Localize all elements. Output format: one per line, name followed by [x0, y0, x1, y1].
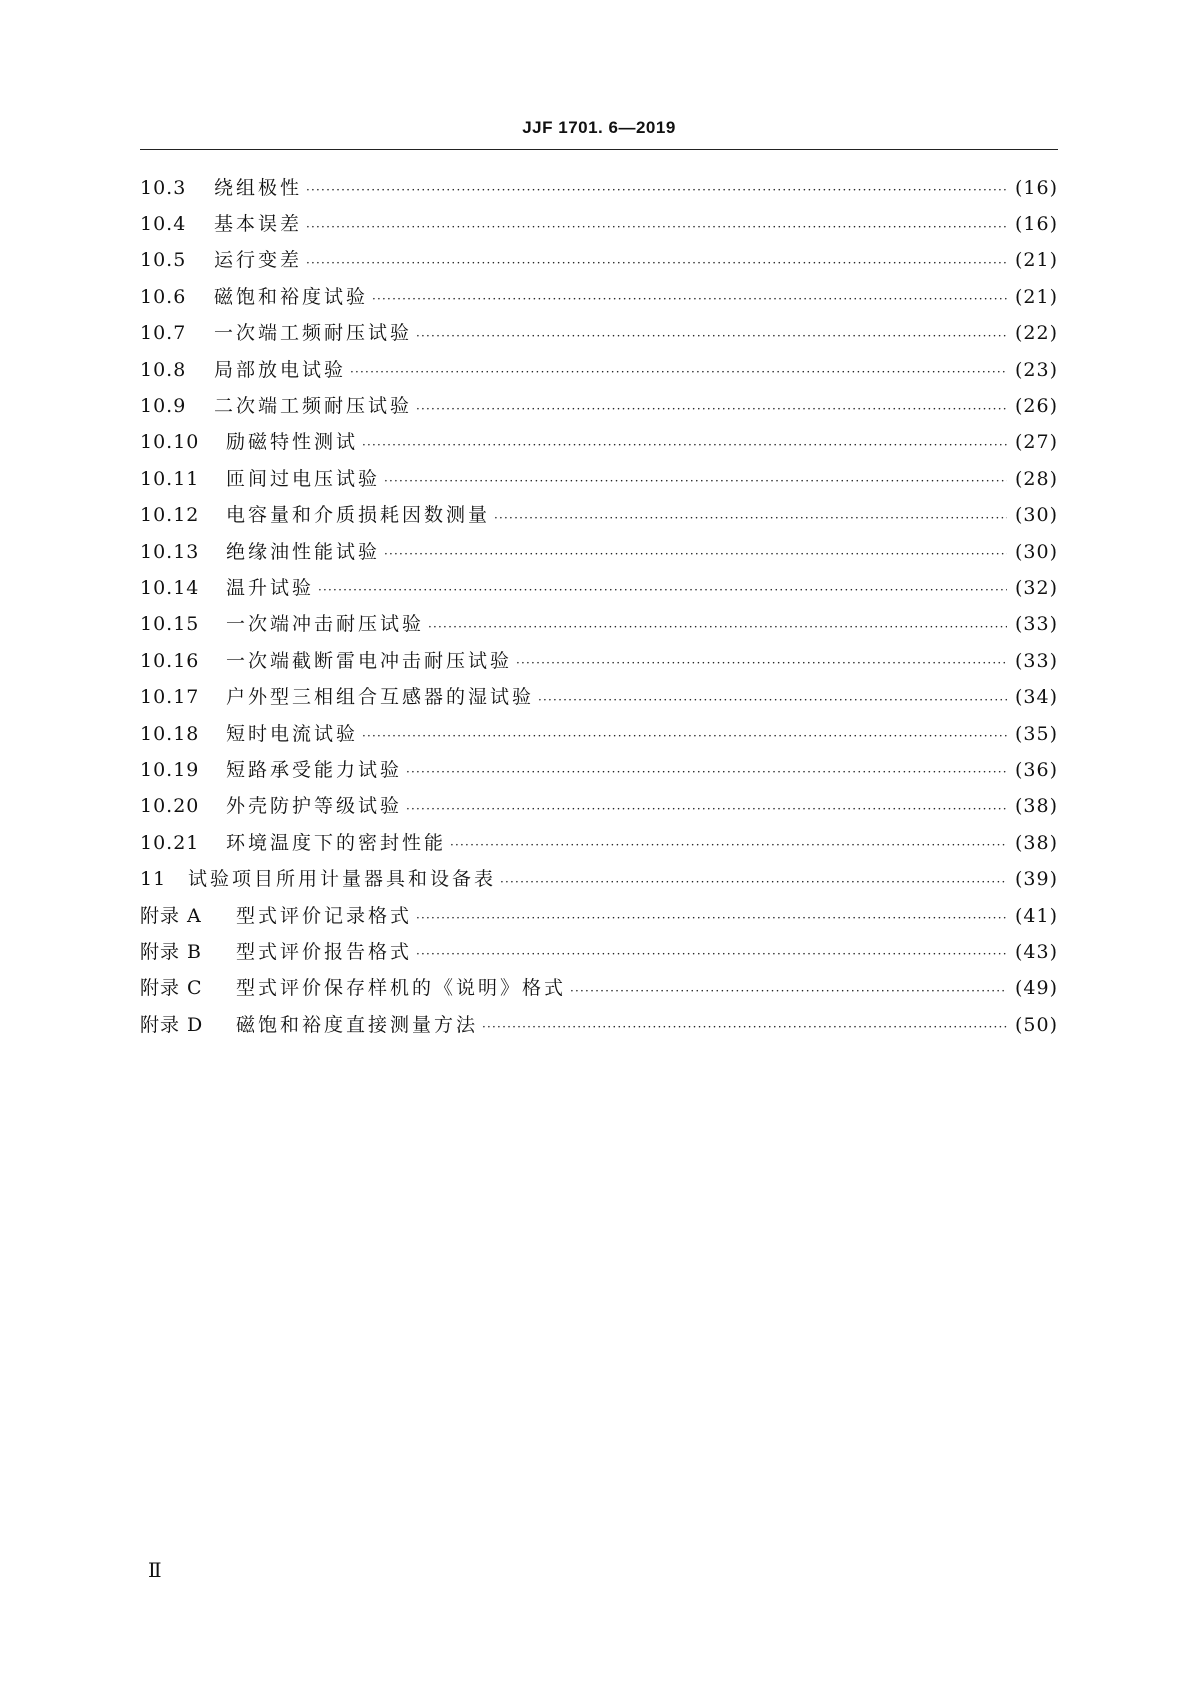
toc-title: 运行变差: [214, 249, 303, 272]
toc-page: (22): [1014, 322, 1058, 345]
toc-title: 电容量和介质损耗因数测量: [226, 504, 491, 527]
toc-number: 10.16: [140, 649, 200, 672]
toc-number: 10.18: [140, 722, 200, 745]
toc-entry[interactable]: [140, 534, 1058, 570]
toc-page: (26): [1014, 395, 1058, 418]
toc-title: 磁饱和裕度试验: [214, 285, 369, 308]
toc-number: 10.15: [140, 613, 200, 636]
toc-entry[interactable]: [140, 752, 1058, 788]
toc-leader: [450, 839, 1007, 851]
toc-leader: [416, 948, 1007, 960]
toc-page: (36): [1014, 758, 1058, 781]
toc-title: 磁饱和裕度直接测量方法: [236, 1013, 479, 1036]
toc-entry[interactable]: [140, 352, 1058, 388]
toc-leader: [538, 694, 1007, 706]
toc-title: 温升试验: [226, 576, 315, 599]
toc-entry[interactable]: [140, 279, 1058, 315]
toc-entry[interactable]: [140, 316, 1058, 352]
toc-number: 10.17: [140, 686, 200, 709]
toc-page: (41): [1014, 904, 1058, 927]
toc-leader: [428, 621, 1007, 633]
toc-number: 10.14: [140, 576, 200, 599]
toc-leader: [500, 876, 1007, 888]
toc-number: 附录 B: [140, 940, 203, 963]
toc-page: (33): [1014, 649, 1058, 672]
toc-leader: [362, 730, 1007, 742]
toc-page: (21): [1014, 249, 1058, 272]
toc-title: 绝缘油性能试验: [226, 540, 381, 563]
toc-title: 型式评价保存样机的《说明》格式: [236, 977, 567, 1000]
toc-leader: [416, 912, 1007, 924]
toc-number: 10.12: [140, 504, 200, 527]
toc-entry[interactable]: [140, 643, 1058, 679]
toc-number: 10.6: [140, 285, 187, 308]
toc-number: 10.21: [140, 831, 200, 854]
toc-leader: [372, 293, 1007, 305]
toc-entry[interactable]: [140, 461, 1058, 497]
toc-page: (34): [1014, 686, 1058, 709]
toc-page: (43): [1014, 940, 1058, 963]
toc-entry[interactable]: [140, 243, 1058, 279]
toc-page: (50): [1014, 1013, 1058, 1036]
toc-number: 10.7: [140, 322, 187, 345]
toc-leader: [494, 512, 1007, 524]
toc-page: (33): [1014, 613, 1058, 636]
toc-entry[interactable]: [140, 498, 1058, 534]
toc-leader: [406, 803, 1007, 815]
toc-number: 10.13: [140, 540, 200, 563]
toc-number: 附录 D: [140, 1013, 204, 1036]
toc-entry[interactable]: [140, 679, 1058, 715]
toc-page: (38): [1014, 831, 1058, 854]
toc-entry[interactable]: [140, 898, 1058, 934]
toc-page: (35): [1014, 722, 1058, 745]
toc-entry[interactable]: [140, 934, 1058, 970]
toc-entry[interactable]: [140, 1007, 1058, 1043]
toc-number: 10.3: [140, 176, 187, 199]
toc-page: (30): [1014, 540, 1058, 563]
toc-title: 环境温度下的密封性能: [226, 831, 447, 854]
toc-title: 试验项目所用计量器具和设备表: [188, 868, 497, 891]
toc-title: 短时电流试验: [226, 722, 359, 745]
table-of-contents: [140, 170, 1058, 1043]
toc-leader: [482, 1021, 1007, 1033]
toc-leader: [362, 439, 1007, 451]
toc-title: 外壳防护等级试验: [226, 795, 403, 818]
toc-title: 励磁特性测试: [226, 431, 359, 454]
toc-entry[interactable]: [140, 716, 1058, 752]
toc-page: (32): [1014, 576, 1058, 599]
toc-page: (16): [1014, 176, 1058, 199]
toc-number: 10.4: [140, 213, 187, 236]
toc-leader: [406, 766, 1007, 778]
toc-leader: [350, 366, 1007, 378]
toc-page: (21): [1014, 285, 1058, 308]
toc-page: (23): [1014, 358, 1058, 381]
toc-number: 附录 C: [140, 977, 203, 1000]
toc-title: 局部放电试验: [214, 358, 347, 381]
toc-leader: [516, 657, 1007, 669]
toc-leader: [306, 221, 1007, 233]
toc-page: (39): [1014, 868, 1058, 891]
toc-leader: [318, 584, 1007, 596]
toc-title: 二次端工频耐压试验: [214, 395, 413, 418]
toc-title: 一次端冲击耐压试验: [226, 613, 425, 636]
toc-number: 10.11: [140, 467, 200, 490]
toc-number: 10.5: [140, 249, 187, 272]
toc-leader: [384, 548, 1007, 560]
toc-page: (49): [1014, 977, 1058, 1000]
toc-page: (28): [1014, 467, 1058, 490]
toc-number: 10.8: [140, 358, 187, 381]
toc-number: 10.10: [140, 431, 200, 454]
document-header: JJF 1701. 6—2019: [522, 118, 676, 137]
toc-leader: [306, 257, 1007, 269]
toc-title: 绕组极性: [214, 176, 303, 199]
toc-title: 基本误差: [214, 213, 303, 236]
toc-leader: [384, 475, 1007, 487]
toc-leader: [570, 985, 1007, 997]
toc-leader: [416, 403, 1007, 415]
toc-title: 一次端工频耐压试验: [214, 322, 413, 345]
page-number: Ⅱ: [148, 1558, 162, 1582]
toc-entry[interactable]: [140, 388, 1058, 424]
toc-title: 户外型三相组合互感器的湿试验: [226, 686, 535, 709]
toc-number: 10.19: [140, 758, 200, 781]
toc-entry[interactable]: [140, 206, 1058, 242]
toc-page: (27): [1014, 431, 1058, 454]
toc-page: (38): [1014, 795, 1058, 818]
toc-entry[interactable]: [140, 570, 1058, 606]
toc-entry[interactable]: [140, 170, 1058, 206]
toc-leader: [416, 330, 1007, 342]
toc-number: 11: [140, 868, 167, 891]
toc-page: (30): [1014, 504, 1058, 527]
toc-number: 附录 A: [140, 904, 202, 927]
toc-leader: [306, 184, 1007, 196]
toc-title: 一次端截断雷电冲击耐压试验: [226, 649, 513, 672]
toc-title: 型式评价记录格式: [236, 904, 413, 927]
toc-page: (16): [1014, 213, 1058, 236]
toc-title: 匝间过电压试验: [226, 467, 381, 490]
toc-number: 10.9: [140, 395, 187, 418]
toc-number: 10.20: [140, 795, 200, 818]
toc-title: 短路承受能力试验: [226, 758, 403, 781]
toc-entry[interactable]: [140, 861, 1058, 897]
toc-entry[interactable]: [140, 971, 1058, 1007]
toc-entry[interactable]: [140, 789, 1058, 825]
toc-entry[interactable]: [140, 607, 1058, 643]
toc-entry[interactable]: [140, 825, 1058, 861]
toc-entry[interactable]: [140, 425, 1058, 461]
header-rule: [140, 149, 1058, 150]
toc-title: 型式评价报告格式: [236, 940, 413, 963]
